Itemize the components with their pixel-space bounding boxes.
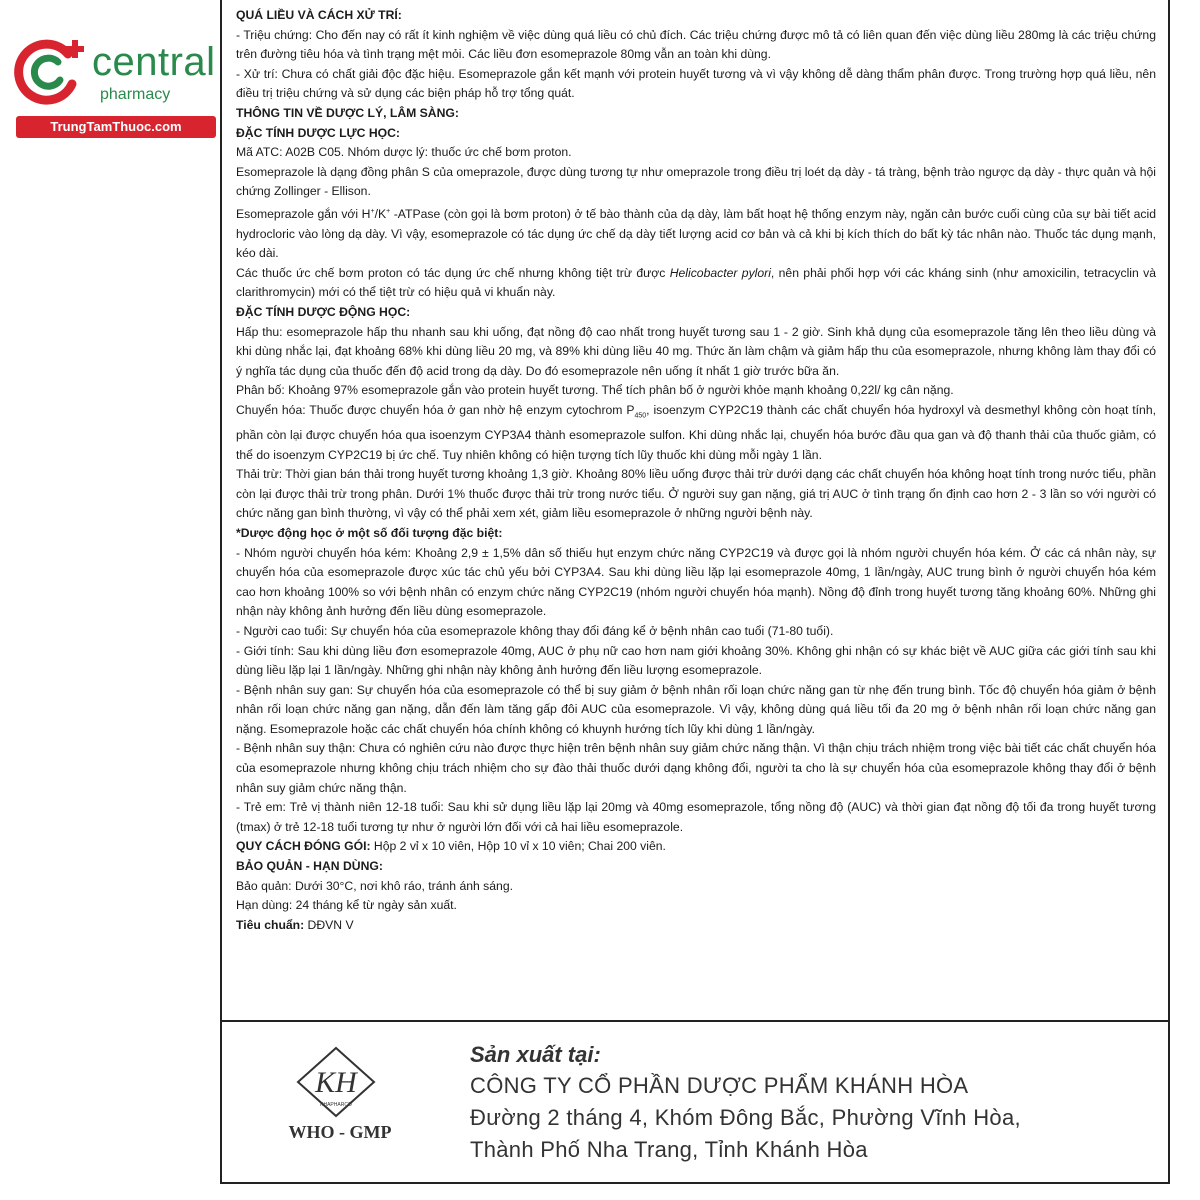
overdose-treatment: - Xử trí: Chưa có chất giải độc đặc hiệu. Esomeprazole gắn kết mạnh với protein huyết tương và vì vậy không dễ dàng thẩm phân được. Trong trường hợp quá liều, nên điều trị triệu chứng và sử dụng các biện pháp hỗ trợ tổng quát. <box>236 66 1156 101</box>
overdose-heading: QUÁ LIỀU VÀ CÁCH XỬ TRÍ: <box>236 8 402 22</box>
manufacturer-block <box>222 1022 1168 1182</box>
leaflet-content <box>236 6 1156 935</box>
who-gmp-mark: WHO - GMP <box>288 1122 392 1142</box>
kh-company-logo <box>296 1046 376 1118</box>
special-children: - Trẻ em: Trẻ vị thành niên 12-18 tuổi: Sau khi sử dụng liều lặp lại 20mg và 40mg esomeprazole, tổng nồng độ (AUC) và thời gian đạt nồng độ tối đa trong huyết tương (tmax) ở trẻ 12-18 tuổi tương tự như ở người lớn đối với cả hai liều esomeprazole. <box>236 800 1156 834</box>
pd-paragraph-2: Esomeprazole là dạng đồng phân S của omeprazole, được dùng tương tự như omeprazole trong điều trị loét dạ dày - tá tràng, bệnh trào ngược dạ dày - thực quản và hội chứng Zollinger - Ellison. <box>236 164 1156 199</box>
svg-text:KH: KH <box>315 1066 357 1099</box>
pk-distribution: Phân bố: Khoảng 97% esomeprazole gắn vào protein huyết tương. Thể tích phân bố ở người khỏe mạnh khoảng 0,22l/ kg cân nặng. <box>236 383 954 398</box>
pharmacokinetics-heading: ĐẶC TÍNH DƯỢC ĐỘNG HỌC: <box>236 304 411 319</box>
storage-conditions: Bảo quản: Dưới 30°C, nơi khô ráo, tránh ánh sáng. <box>236 878 513 893</box>
leaflet-page <box>220 0 1170 1184</box>
pharmacodynamics-heading: ĐẶC TÍNH DƯỢC LỰC HỌC: <box>236 125 400 140</box>
manufacturer-address-line-1: Đường 2 tháng 4, Khóm Đông Bắc, Phường Vĩnh Hòa, <box>470 1105 1021 1130</box>
manufacturer-address-line-2: Thành Phố Nha Trang, Tỉnh Khánh Hòa <box>470 1137 868 1162</box>
svg-text:KHAPHARCO: KHAPHARCO <box>320 1102 352 1108</box>
expiry: Hạn dùng: 24 tháng kể từ ngày sản xuất. <box>236 898 457 913</box>
packaging: QUY CÁCH ĐÓNG GÓI: Hộp 2 vỉ x 10 viên, Hộp 10 vỉ x 10 viên; Chai 200 viên. <box>236 839 666 854</box>
pd-paragraph-3: Esomeprazole gắn với H+/K+ -ATPase (còn gọi là bơm proton) ở tế bào thành của dạ dày, làm bất hoạt hệ thống enzym này, ngăn cản bước cuối cùng của sự bài tiết acid hydrocloric vào lòng dạ dày. Vì vậy, esomeprazole có tác dụng ức chế dạ dày tiết lượng acid cơ bản và cả khi bị kích thích do bất kỳ tác nhân nào. Thuốc tác dụng mạnh, kéo dài. <box>236 207 1156 261</box>
pk-metabolism: Chuyển hóa: Thuốc được chuyển hóa ở gan nhờ hệ enzym cytochrom $P_{450}$, isoenzym CYP2C19 thành các chất chuyển hóa hydroxyl và desmethyl không còn hoạt tính, phần còn lại được chuyển hóa qua isoenzym CYP3A4 thành esomeprazole sulfon. Khi dùng nhắc lại, chuyển hóa bước đầu qua gan và độ thanh thải của thuốc giảm, có thể do isoenzym CYP2C19 bị ức chế. Tuy nhiên không có hiện tượng tích lũy thuốc khi dùng mỗi ngày 1 lần. <box>236 402 1156 462</box>
pk-absorption: Hấp thu: esomeprazole hấp thu nhanh sau khi uống, đạt nồng độ cao nhất trong huyết tương sau 1 - 2 giờ. Sinh khả dụng của esomeprazole tăng lên theo liều dùng và khi dùng nhắc lại, đạt khoảng 68% khi dùng liều 20 mg, và 89% khi dùng liều 40 mg. Thức ăn làm chậm và giảm hấp thu của esomeprazole, nhưng không làm thay đổi có ý nghĩa tác dụng của thuốc đến độ acid trong dạ dày. Do đó esomeprazole nên uống ít nhất 1 giờ trước bữa ăn. <box>236 324 1156 378</box>
manufacturer-label: Sản xuất tại: <box>470 1042 601 1067</box>
overdose-symptoms: - Triệu chứng: Cho đến nay có rất ít kinh nghiệm về việc dùng quá liều có chủ đích. Các triệu chứng được mô tả có liên quan đến việc dùng liều 280mg là các triệu chứng trên đường tiêu hóa và tình trạng mệt mỏi. Các liều đơn esomeprazole 80mg vẫn an toàn khi dùng. <box>236 27 1156 62</box>
special-poor-metabolizers: - Nhóm người chuyển hóa kém: Khoảng 2,9 ± 1,5% dân số thiếu hụt enzym chức năng CYP2C19 và được gọi là nhóm người chuyển hóa kém. Ở các cá nhân này, sự chuyển hóa của esomeprazole được xúc tác chủ yếu bởi CYP3A4. Sau khi dùng liều lặp lại esomeprazole 40mg, 1 lần/ngày, AUC trung bình ở người chuyển hóa kém cao hơn khoảng 100% so với bệnh nhân có enzym chức năng CYP2C19 (nhóm người chuyển hóa mạnh). Nồng độ đỉnh trong huyết tương tăng khoảng 60%. Những ghi nhận này không ảnh hưởng đến liều dùng esomeprazole. <box>236 545 1156 619</box>
special-gender: - Giới tính: Sau khi dùng liều đơn esomeprazole 40mg, AUC ở phụ nữ cao hơn nam giới khoảng 30%. Không ghi nhận có sự khác biệt về AUC giữa các giới tính sau khi dùng liều lặp lại 1 lần/ngày. Những ghi nhận này không ảnh hưởng đến liều lượng esomeprazole. <box>236 643 1156 678</box>
pk-elimination: Thải trừ: Thời gian bán thải trong huyết tương khoảng 1,3 giờ. Khoảng 80% liều uống được thải trừ dưới dạng các chất chuyển hóa không hoạt tính trong nước tiểu, phần còn lại được thải trừ trong phân. Dưới 1% thuốc được thải trừ trong nước tiểu. Ở người suy gan nặng, giá trị AUC ở tình trạng ổn định cao hơn 2 - 3 lần so với người có chức năng gan bình thường, vì vậy có thể phải xem xét, giảm liều esomeprazole ở những người bệnh này. <box>236 467 1156 521</box>
brand-subtitle: pharmacy <box>100 86 171 103</box>
special-elderly: - Người cao tuổi: Sự chuyển hóa của esomeprazole không thay đổi đáng kể ở bệnh nhân cao tuổi (71-80 tuổi). <box>236 623 834 638</box>
atc-code: Mã ATC: A02B C05. Nhóm dược lý: thuốc ức chế bơm proton. <box>236 145 572 160</box>
standard: Tiêu chuẩn: DĐVN V <box>236 917 354 932</box>
pharmacy-logo <box>8 34 216 144</box>
storage-heading: BẢO QUẢN - HẠN DÙNG: <box>236 859 383 874</box>
manufacturer-company: CÔNG TY CỔ PHẦN DƯỢC PHẨM KHÁNH HÒA <box>470 1073 969 1098</box>
special-renal: - Bệnh nhân suy thận: Chưa có nghiên cứu nào được thực hiện trên bệnh nhân suy giảm chức năng thận. Vì thận chịu trách nhiệm trong việc bài tiết các chất chuyển hóa của esomeprazole nhưng không chịu trách nhiệm cho sự đào thải thuốc dưới dạng không đổi, người ta cho là sự chuyển hóa của esomeprazole không thay đổi ở bệnh nhân suy giảm chức năng thận. <box>236 741 1156 795</box>
special-hepatic: - Bệnh nhân suy gan: Sự chuyển hóa của esomeprazole có thể bị suy giảm ở bệnh nhân rối loạn chức năng gan từ nhẹ đến trung bình. Tốc độ chuyển hóa giảm ở bệnh nhân rối loạn chức năng gan nặng, dẫn đến làm tăng gấp đôi AUC của esomeprazole. Vì vậy, không dùng quá liều tối đa 20 mg ở bệnh nhân rối loạn chức năng gan nặng. Esomeprazole hoặc các chất chuyển hóa chính không có khuynh hướng tích lũy khi dùng 1 lần/ngày. <box>236 682 1156 736</box>
manufacturer-text <box>470 1040 1021 1166</box>
pharmacology-heading: THÔNG TIN VỀ DƯỢC LÝ, LÂM SÀNG: <box>236 105 459 120</box>
pharmacy-cross-icon <box>10 36 90 106</box>
special-populations-heading: *Dược động học ở một số đối tượng đặc biệt: <box>236 525 503 540</box>
site-banner: TrungTamThuoc.com <box>16 116 216 138</box>
brand-name: central <box>92 40 216 84</box>
pd-paragraph-4: Các thuốc ức chế bơm proton có tác dụng ức chế nhưng không tiệt trừ được Helicobacter pylori, nên phải phối hợp với các kháng sinh (như amoxicilin, tetracyclin và clarithromycin) mới có thể tiệt trừ có hiệu quả vi khuẩn này. <box>236 265 1156 300</box>
